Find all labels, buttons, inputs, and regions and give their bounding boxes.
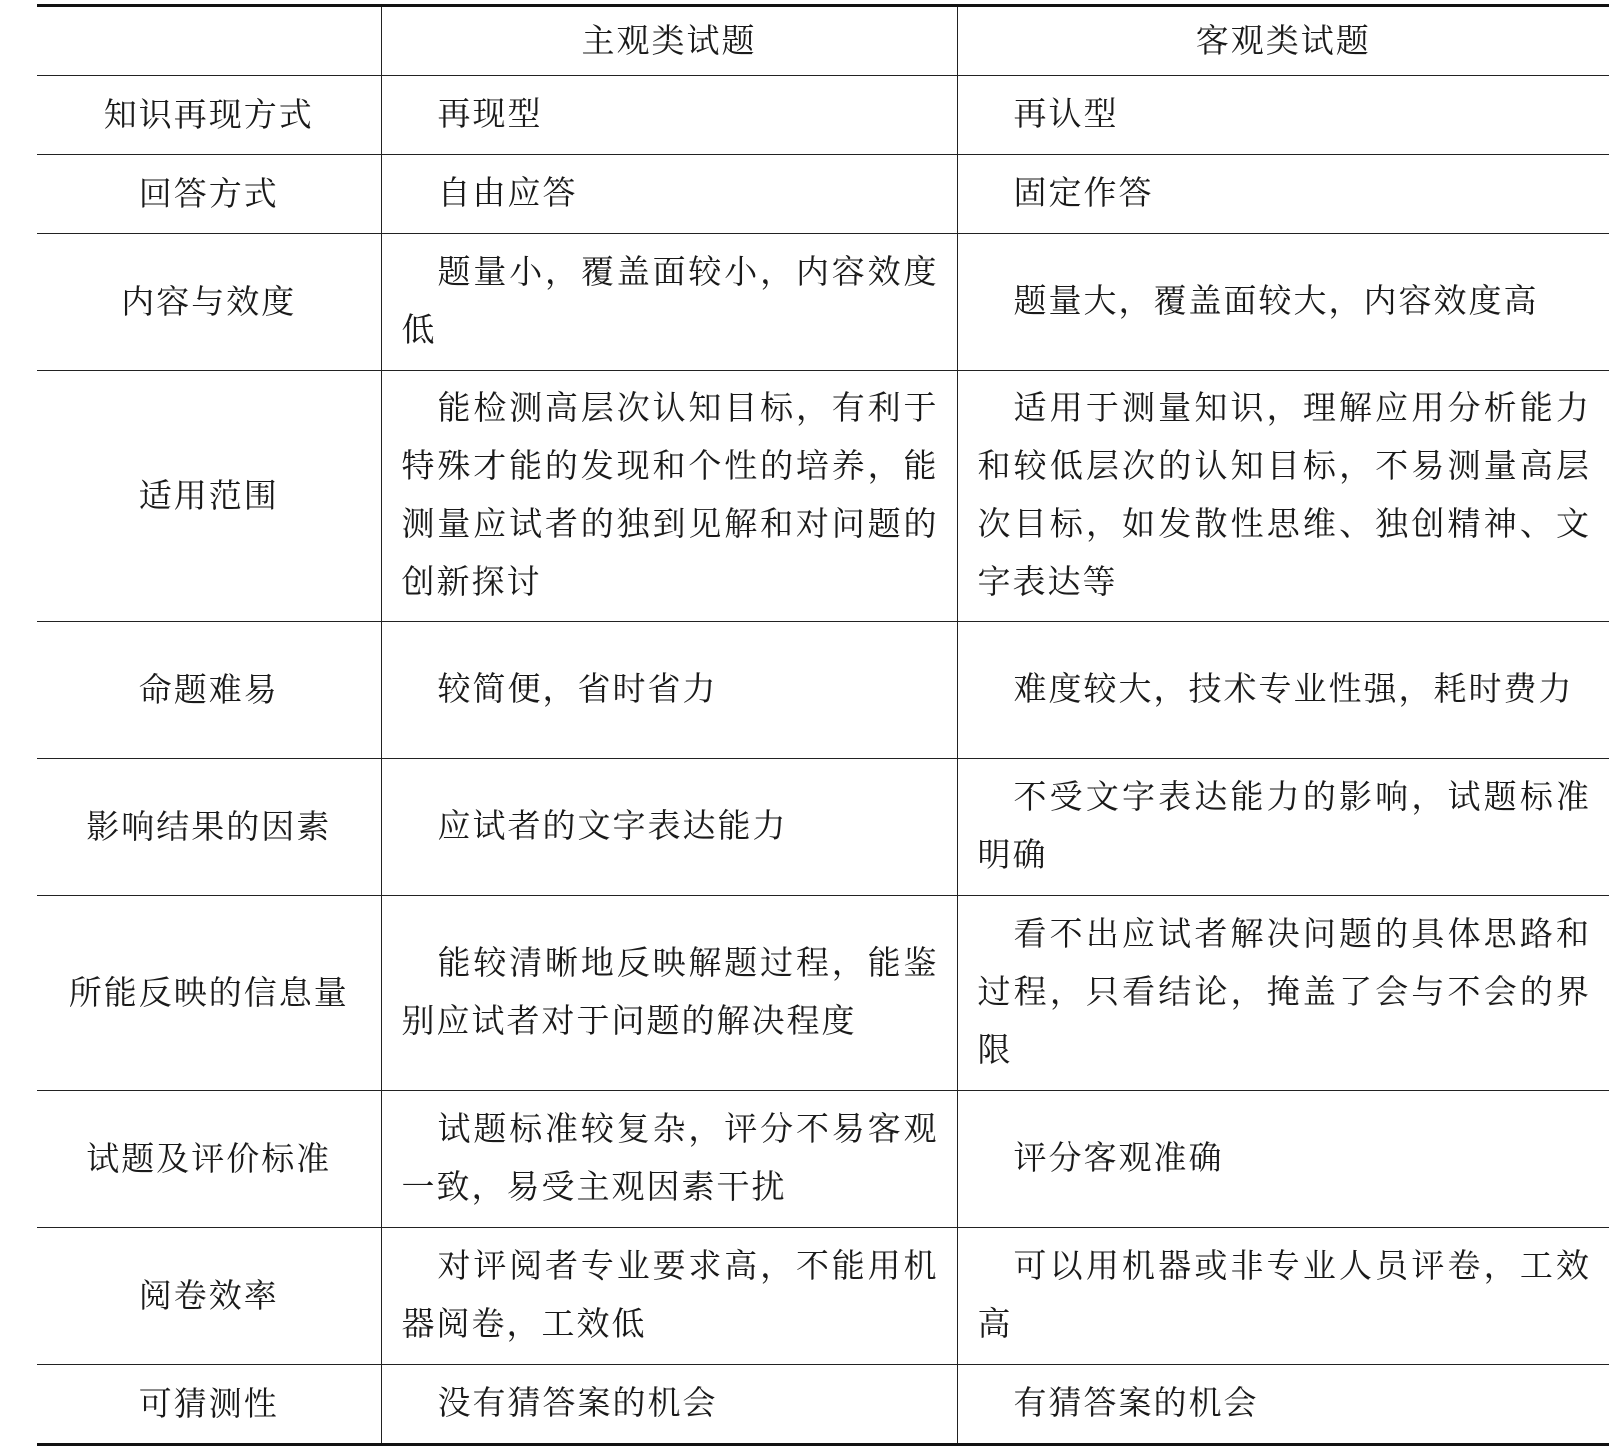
row-label: 所能反映的信息量 [37, 896, 381, 1091]
subjective-cell: 能较清晰地反映解题过程，能鉴别应试者对于问题的解决程度 [381, 896, 957, 1091]
objective-cell: 不受文字表达能力的影响，试题标准明确 [957, 759, 1609, 896]
comparison-table [37, 4, 1609, 1446]
table-row [37, 759, 1609, 896]
row-label: 命题难易 [37, 622, 381, 759]
table-row [37, 1365, 1609, 1445]
objective-cell: 可以用机器或非专业人员评卷，工效高 [957, 1228, 1609, 1365]
header-blank-cell [37, 6, 381, 76]
subjective-cell: 试题标准较复杂，评分不易客观一致，易受主观因素干扰 [381, 1091, 957, 1228]
comparison-table-container [37, 4, 1609, 1446]
subjective-cell: 较简便，省时省力 [381, 622, 957, 759]
row-label: 内容与效度 [37, 234, 381, 371]
objective-cell: 再认型 [957, 76, 1609, 155]
subjective-cell: 自由应答 [381, 155, 957, 234]
table-row [37, 1091, 1609, 1228]
table-row [37, 371, 1609, 622]
objective-cell: 适用于测量知识，理解应用分析能力和较低层次的认知目标，不易测量高层次目标，如发散性思维、独创精神、文字表达等 [957, 371, 1609, 622]
table-row [37, 622, 1609, 759]
objective-cell: 固定作答 [957, 155, 1609, 234]
row-label: 回答方式 [37, 155, 381, 234]
subjective-cell: 题量小，覆盖面较小，内容效度低 [381, 234, 957, 371]
objective-cell: 难度较大，技术专业性强，耗时费力 [957, 622, 1609, 759]
row-label: 知识再现方式 [37, 76, 381, 155]
row-label: 可猜测性 [37, 1365, 381, 1445]
row-label: 阅卷效率 [37, 1228, 381, 1365]
row-label: 影响结果的因素 [37, 759, 381, 896]
table-row [37, 896, 1609, 1091]
row-label: 试题及评价标准 [37, 1091, 381, 1228]
subjective-cell: 对评阅者专业要求高，不能用机器阅卷，工效低 [381, 1228, 957, 1365]
table-header-row [37, 6, 1609, 76]
subjective-cell: 没有猜答案的机会 [381, 1365, 957, 1445]
table-row [37, 234, 1609, 371]
table-row [37, 1228, 1609, 1365]
subjective-cell: 再现型 [381, 76, 957, 155]
subjective-cell: 应试者的文字表达能力 [381, 759, 957, 896]
row-label: 适用范围 [37, 371, 381, 622]
objective-cell: 有猜答案的机会 [957, 1365, 1609, 1445]
table-row [37, 155, 1609, 234]
table-row [37, 76, 1609, 155]
header-subjective: 主观类试题 [381, 6, 957, 76]
objective-cell: 题量大，覆盖面较大，内容效度高 [957, 234, 1609, 371]
header-objective: 客观类试题 [957, 6, 1609, 76]
objective-cell: 看不出应试者解决问题的具体思路和过程，只看结论，掩盖了会与不会的界限 [957, 896, 1609, 1091]
subjective-cell: 能检测高层次认知目标，有利于特殊才能的发现和个性的培养，能测量应试者的独到见解和对问题的创新探讨 [381, 371, 957, 622]
objective-cell: 评分客观准确 [957, 1091, 1609, 1228]
